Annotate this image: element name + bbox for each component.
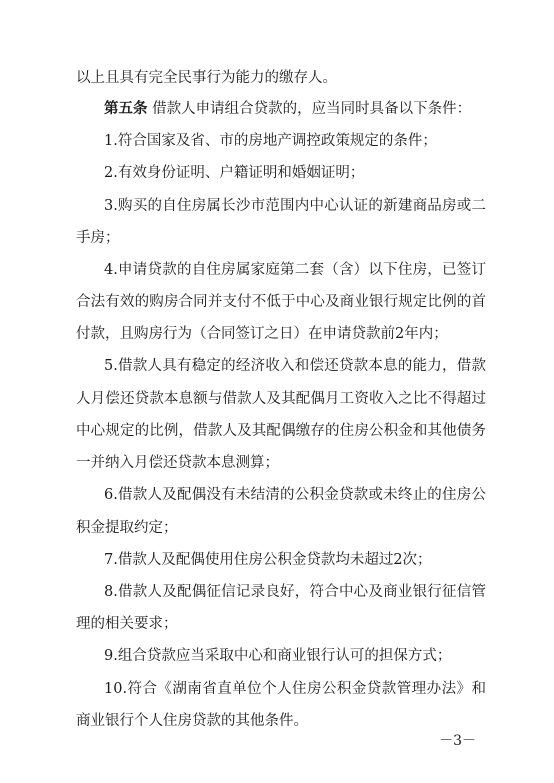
condition-10-line-2: 商业银行个人住房贷款的其他条件。 bbox=[76, 713, 308, 729]
condition-10-line-1: 10.符合《湖南省直单位个人住房公积金贷款管理办法》和 bbox=[104, 681, 486, 697]
condition-9: 9.组合贷款应当采取中心和商业银行认可的担保方式； bbox=[104, 648, 452, 664]
condition-8-line-1: 8.借款人及配偶征信记录良好，符合中心及商业银行征信管 bbox=[104, 584, 486, 600]
condition-5-line-4: 一并纳入月偿还贷款本息测算； bbox=[76, 455, 279, 471]
condition-5-line-3: 中心规定的比例，借款人及其配偶缴存的住房公积金和其他债务 bbox=[76, 423, 486, 439]
condition-8-line-2: 理的相关要求； bbox=[76, 616, 178, 632]
condition-6-line-2: 积金提取约定； bbox=[76, 520, 178, 536]
condition-3-line-2: 手房； bbox=[76, 230, 120, 246]
condition-3-line-1: 3.购买的自住房属长沙市范围内中心认证的新建商品房或二 bbox=[104, 198, 486, 214]
condition-1: 1.符合国家及省、市的房地产调控政策规定的条件； bbox=[104, 133, 437, 149]
condition-4-line-1: 4.申请贷款的自住房属家庭第二套（含）以下住房，已签订 bbox=[104, 262, 486, 278]
condition-4-line-3: 付款，且购房行为（合同签订之日）在申请贷款前2年内； bbox=[76, 326, 448, 342]
condition-4-line-2: 合法有效的购房合同并支付不低于中心及商业银行规定比例的首 bbox=[76, 294, 486, 310]
article-label: 第五条 bbox=[104, 100, 148, 117]
article-intro-text: 借款人申请组合贷款的，应当同时具备以下条件： bbox=[152, 101, 472, 117]
condition-5-line-1: 5.借款人具有稳定的经济收入和偿还贷款本息的能力，借款 bbox=[104, 358, 486, 374]
text-line-carryover: 以上且具有完全民事行为能力的缴存人。 bbox=[76, 70, 337, 86]
condition-5-line-2: 人月偿还贷款本息额与借款人及其配偶月工资收入之比不得超过 bbox=[76, 391, 486, 407]
condition-2: 2.有效身份证明、户籍证明和婚姻证明； bbox=[104, 165, 365, 181]
page-number: －3－ bbox=[439, 733, 476, 749]
article-five-heading-line bbox=[104, 99, 486, 119]
condition-6-line-1: 6.借款人及配偶没有未结清的公积金贷款或未终止的住房公 bbox=[104, 487, 486, 503]
condition-7: 7.借款人及配偶使用住房公积金贷款均未超过2次； bbox=[104, 552, 432, 568]
